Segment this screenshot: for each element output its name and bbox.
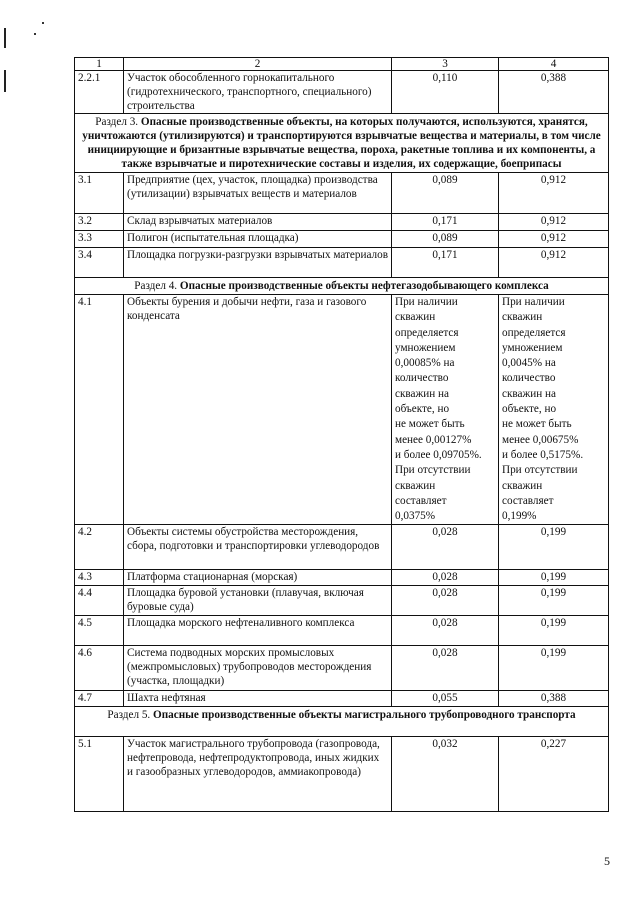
coefficient-col3: 0,110 bbox=[392, 71, 499, 114]
condition-line: При отсутствии bbox=[395, 464, 471, 477]
condition-line: умножением bbox=[395, 341, 456, 354]
coefficient-col4: 0,912 bbox=[499, 248, 609, 278]
table-row bbox=[75, 586, 609, 616]
page-number: 5 bbox=[604, 854, 610, 868]
coefficient-col4: 0,912 bbox=[499, 173, 609, 214]
section-title: Опасные производственные объекты нефтегазодобывающего комплекса bbox=[179, 280, 549, 292]
row-number: 3.2 bbox=[75, 214, 124, 231]
scan-dot bbox=[34, 33, 36, 35]
coefficient-col4: 0,199 bbox=[499, 525, 609, 570]
condition-line: не может быть bbox=[502, 418, 572, 431]
object-name: Объекты бурения и добычи нефти, газа и газового конденсата bbox=[124, 295, 392, 525]
table-row bbox=[75, 525, 609, 570]
coefficient-col3: 0,028 bbox=[392, 525, 499, 570]
object-name: Платформа стационарная (морская) bbox=[124, 570, 392, 586]
object-name: Склад взрывчатых материалов bbox=[124, 214, 392, 231]
condition-line: скважин bbox=[395, 311, 436, 324]
object-name: Участок магистрального трубопровода (газопровода, нефтепровода, нефтепродуктопровода, иных жидких и газообразных углеводородов, аммиакопровода) bbox=[124, 737, 392, 812]
scan-dot bbox=[42, 22, 44, 24]
section-title: Опасные производственные объекты магистрального трубопроводного транспорта bbox=[153, 709, 576, 722]
condition-line: При наличии bbox=[395, 296, 458, 308]
coefficient-col3: 0,055 bbox=[392, 691, 499, 707]
row-number: 4.4 bbox=[75, 586, 124, 616]
row-number: 4.3 bbox=[75, 570, 124, 586]
condition-line: скважин на bbox=[395, 387, 449, 400]
row-number: 4.6 bbox=[75, 646, 124, 691]
section-prefix: Раздел 5. bbox=[107, 709, 151, 722]
coefficient-col3: 0,028 bbox=[392, 586, 499, 616]
coefficient-col3: 0,028 bbox=[392, 570, 499, 586]
row-number: 2.2.1 bbox=[75, 71, 124, 114]
condition-line: и более 0,5175%. bbox=[502, 448, 584, 461]
table-row bbox=[75, 214, 609, 231]
condition-line: При наличии bbox=[502, 296, 565, 308]
row-number: 3.4 bbox=[75, 248, 124, 278]
coefficient-col4: 0,388 bbox=[499, 691, 609, 707]
object-name: Объекты системы обустройства месторождения, сбора, подготовки и транспортировки углеводородов bbox=[124, 525, 392, 570]
coefficient-col4: 0,199 bbox=[499, 646, 609, 691]
coefficient-col4: 0,199 bbox=[499, 616, 609, 646]
condition-line: скважин на bbox=[502, 387, 556, 400]
condition-line: объекте, но bbox=[395, 403, 450, 416]
table-row bbox=[75, 231, 609, 248]
coefficient-col4: 0,912 bbox=[499, 231, 609, 248]
row-number: 4.5 bbox=[75, 616, 124, 646]
table-row bbox=[75, 691, 609, 707]
condition-line: составляет bbox=[502, 494, 554, 507]
row-number: 4.2 bbox=[75, 525, 124, 570]
coefficient-col4: 0,199 bbox=[499, 570, 609, 586]
table-row bbox=[75, 616, 609, 646]
condition-line: умножением bbox=[502, 341, 563, 354]
coefficient-col4: 0,388 bbox=[499, 71, 609, 114]
section-row bbox=[75, 114, 609, 173]
object-name: Шахта нефтяная bbox=[124, 691, 392, 707]
row-number: 4.1 bbox=[75, 295, 124, 525]
coefficient-col3: 0,028 bbox=[392, 616, 499, 646]
condition-line: менее 0,00675% bbox=[502, 433, 579, 446]
condition-line: менее 0,00127% bbox=[395, 433, 472, 446]
condition-line: количество bbox=[502, 372, 556, 385]
object-name: Площадка погрузки-разгрузки взрывчатых материалов bbox=[124, 248, 392, 278]
header-cell: 3 bbox=[392, 58, 499, 71]
scan-margin-mark bbox=[4, 70, 6, 92]
table-header-row bbox=[75, 58, 609, 71]
object-name: Система подводных морских промысловых (межпромысловых) трубопроводов месторождения (участка, площадки) bbox=[124, 646, 392, 691]
coefficient-col4: 0,199 bbox=[499, 586, 609, 616]
object-name: Участок обособленного горнокапитального (гидротехнического, транспортного, специального) строительства bbox=[124, 71, 392, 114]
row-number: 3.1 bbox=[75, 173, 124, 214]
condition-line: и более 0,09705%. bbox=[395, 448, 482, 461]
table-row bbox=[75, 173, 609, 214]
condition-line: не может быть bbox=[395, 418, 465, 431]
section-heading bbox=[75, 707, 609, 737]
coefficient-col3: 0,089 bbox=[392, 231, 499, 248]
header-cell: 4 bbox=[499, 58, 609, 71]
condition-line: 0,0375% bbox=[395, 510, 436, 523]
table-row bbox=[75, 295, 609, 525]
table-row bbox=[75, 71, 609, 114]
condition-line: 0,0045% на bbox=[502, 357, 556, 370]
coefficient-col4: 0,912 bbox=[499, 214, 609, 231]
coefficient-col3: 0,171 bbox=[392, 248, 499, 278]
table-row bbox=[75, 646, 609, 691]
row-number: 4.7 bbox=[75, 691, 124, 707]
object-name: Предприятие (цех, участок, площадка) производства (утилизации) взрывчатых веществ и материалов bbox=[124, 173, 392, 214]
coefficient-col3: 0,089 bbox=[392, 173, 499, 214]
section-title: Опасные производственные объекты, на которых получаются, используются, хранятся, уничтожаются (утилизируются) и транспортируются взрывчатые вещества и материалы, в том числе инициирующие и бризантные взрывчатые вещества, пороха, ракетные топлива и их компоненты, а также взрывчатые и пиротехнические составы и изделия, их содержащие, боеприпасы bbox=[82, 116, 601, 170]
scan-margin-mark bbox=[4, 28, 6, 48]
section-row bbox=[75, 707, 609, 737]
table-row bbox=[75, 570, 609, 586]
object-name: Площадка морского нефтеналивного комплекса bbox=[124, 616, 392, 646]
condition-line: объекте, но bbox=[502, 403, 557, 416]
condition-line: количество bbox=[395, 372, 449, 385]
coefficient-col3: 0,028 bbox=[392, 646, 499, 691]
condition-line: 0,00085% на bbox=[395, 357, 455, 370]
section-prefix: Раздел 4. bbox=[134, 280, 178, 292]
condition-line: определяется bbox=[502, 326, 566, 339]
coefficient-col3: 0,171 bbox=[392, 214, 499, 231]
header-cell: 2 bbox=[124, 58, 392, 71]
condition-line: составляет bbox=[395, 494, 447, 507]
condition-line: При отсутствии bbox=[502, 464, 578, 477]
section-prefix: Раздел 3. bbox=[95, 116, 139, 128]
coefficient-col4: 0,227 bbox=[499, 737, 609, 812]
coefficient-condition bbox=[499, 295, 609, 525]
condition-line: определяется bbox=[395, 326, 459, 339]
section-heading bbox=[75, 114, 609, 173]
row-number: 5.1 bbox=[75, 737, 124, 812]
section-heading bbox=[75, 278, 609, 295]
coefficient-col3: 0,032 bbox=[392, 737, 499, 812]
coefficient-condition bbox=[392, 295, 499, 525]
header-cell: 1 bbox=[75, 58, 124, 71]
condition-line: скважин bbox=[395, 479, 436, 492]
table-row bbox=[75, 737, 609, 812]
condition-line: скважин bbox=[502, 479, 543, 492]
table-row bbox=[75, 248, 609, 278]
object-name: Полигон (испытательная площадка) bbox=[124, 231, 392, 248]
section-row bbox=[75, 278, 609, 295]
object-name: Площадка буровой установки (плавучая, включая буровые суда) bbox=[124, 586, 392, 616]
row-number: 3.3 bbox=[75, 231, 124, 248]
hazard-coefficients-table bbox=[74, 57, 609, 812]
condition-line: 0,199% bbox=[502, 510, 537, 523]
condition-line: скважин bbox=[502, 311, 543, 324]
